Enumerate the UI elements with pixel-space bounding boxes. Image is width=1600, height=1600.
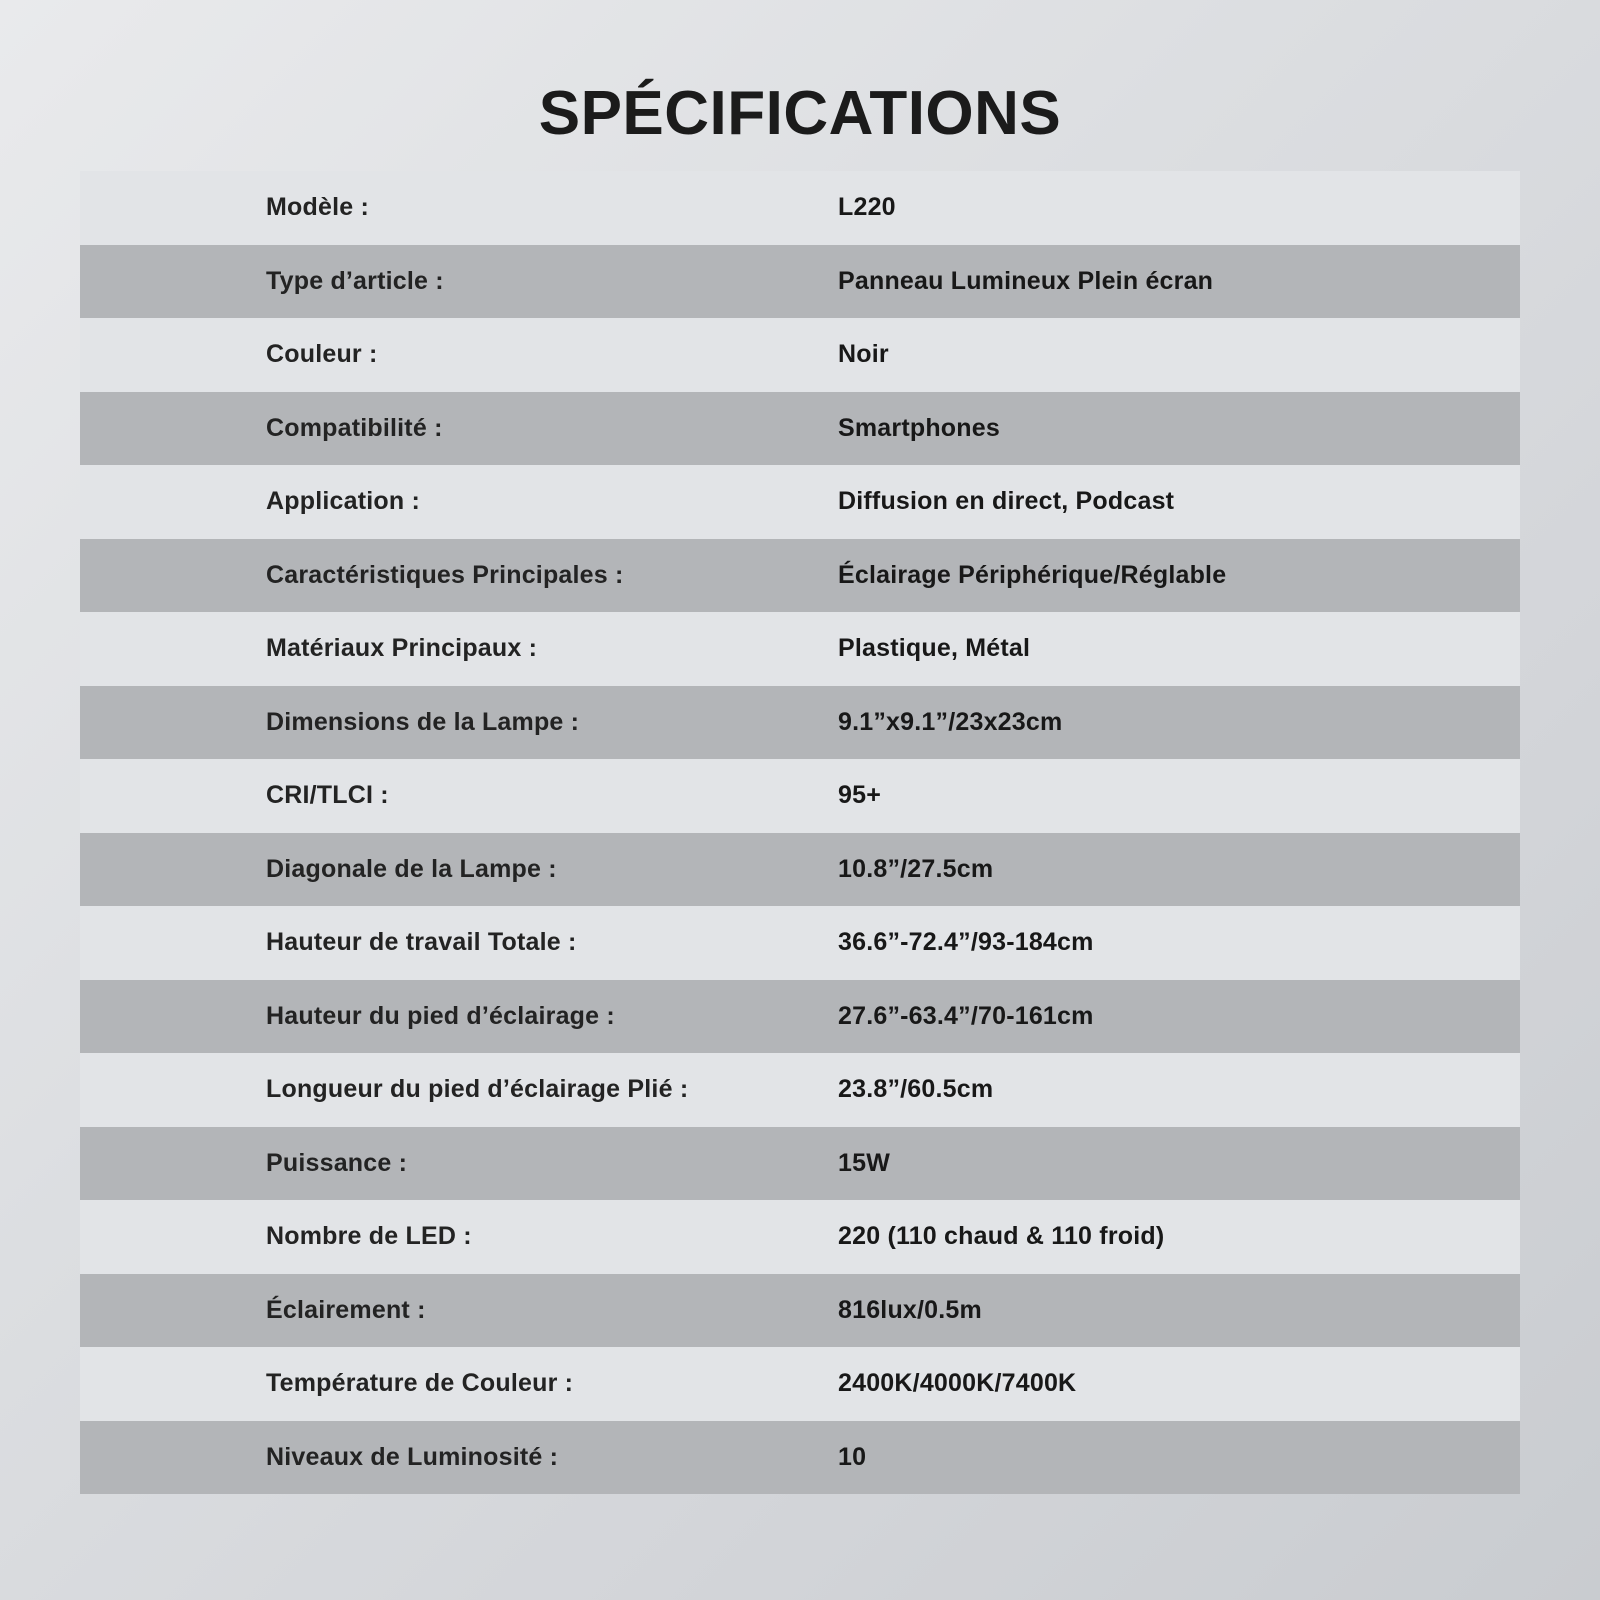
- spec-value: 816lux/0.5m: [838, 1295, 982, 1324]
- spec-value: Panneau Lumineux Plein écran: [838, 266, 1214, 295]
- table-row: [80, 539, 1520, 613]
- table-row: [80, 759, 1520, 833]
- spec-label: Température de Couleur :: [266, 1369, 574, 1398]
- table-row: [80, 318, 1520, 392]
- spec-label: Longueur du pied d’éclairage Plié :: [266, 1075, 689, 1104]
- spec-label: Éclairement :: [266, 1295, 426, 1324]
- specifications-table: [80, 171, 1520, 1494]
- page-title: SPÉCIFICATIONS: [538, 79, 1062, 148]
- spec-value: Plastique, Métal: [838, 634, 1031, 663]
- spec-label: Niveaux de Luminosité :: [266, 1442, 559, 1471]
- table-row: [80, 1053, 1520, 1127]
- spec-label: Application :: [266, 487, 420, 516]
- spec-value: Noir: [838, 340, 889, 369]
- spec-label: Diagonale de la Lampe :: [266, 854, 557, 883]
- spec-value: 10.8”/27.5cm: [838, 854, 994, 883]
- spec-label: Dimensions de la Lampe :: [266, 707, 580, 736]
- table-row: [80, 1200, 1520, 1274]
- table-row: [80, 980, 1520, 1054]
- spec-value: L220: [838, 193, 896, 222]
- spec-label: Type d’article :: [266, 266, 444, 295]
- spec-label: Caractéristiques Principales :: [266, 560, 624, 589]
- spec-value: 9.1”x9.1”/23x23cm: [838, 707, 1063, 736]
- spec-label: Modèle :: [266, 193, 369, 222]
- table-row: [80, 1421, 1520, 1495]
- table-row: [80, 465, 1520, 539]
- table-row: [80, 245, 1520, 319]
- spec-label: Hauteur de travail Totale :: [266, 928, 577, 957]
- table-row: [80, 906, 1520, 980]
- spec-value: 95+: [838, 781, 882, 810]
- table-row: [80, 833, 1520, 907]
- table-row: [80, 612, 1520, 686]
- spec-value: 36.6”-72.4”/93-184cm: [838, 928, 1094, 957]
- table-row: [80, 171, 1520, 245]
- spec-value: Diffusion en direct, Podcast: [838, 487, 1175, 516]
- spec-value: Smartphones: [838, 413, 1000, 442]
- spec-label: Couleur :: [266, 340, 378, 369]
- spec-value: 10: [838, 1442, 867, 1471]
- table-row: [80, 392, 1520, 466]
- spec-value: Éclairage Périphérique/Réglable: [838, 560, 1227, 589]
- spec-value: 2400K/4000K/7400K: [838, 1369, 1077, 1398]
- spec-value: 15W: [838, 1148, 891, 1177]
- spec-value: 23.8”/60.5cm: [838, 1075, 994, 1104]
- spec-label: Hauteur du pied d’éclairage :: [266, 1001, 615, 1030]
- spec-label: Matériaux Principaux :: [266, 634, 538, 663]
- spec-label: Nombre de LED :: [266, 1222, 472, 1251]
- spec-label: CRI/TLCI :: [266, 781, 389, 810]
- table-row: [80, 686, 1520, 760]
- spec-label: Compatibilité :: [266, 413, 443, 442]
- table-row: [80, 1347, 1520, 1421]
- table-row: [80, 1274, 1520, 1348]
- table-row: [80, 1127, 1520, 1201]
- spec-label: Puissance :: [266, 1148, 408, 1177]
- spec-value: 27.6”-63.4”/70-161cm: [838, 1001, 1094, 1030]
- spec-value: 220 (110 chaud & 110 froid): [838, 1222, 1165, 1251]
